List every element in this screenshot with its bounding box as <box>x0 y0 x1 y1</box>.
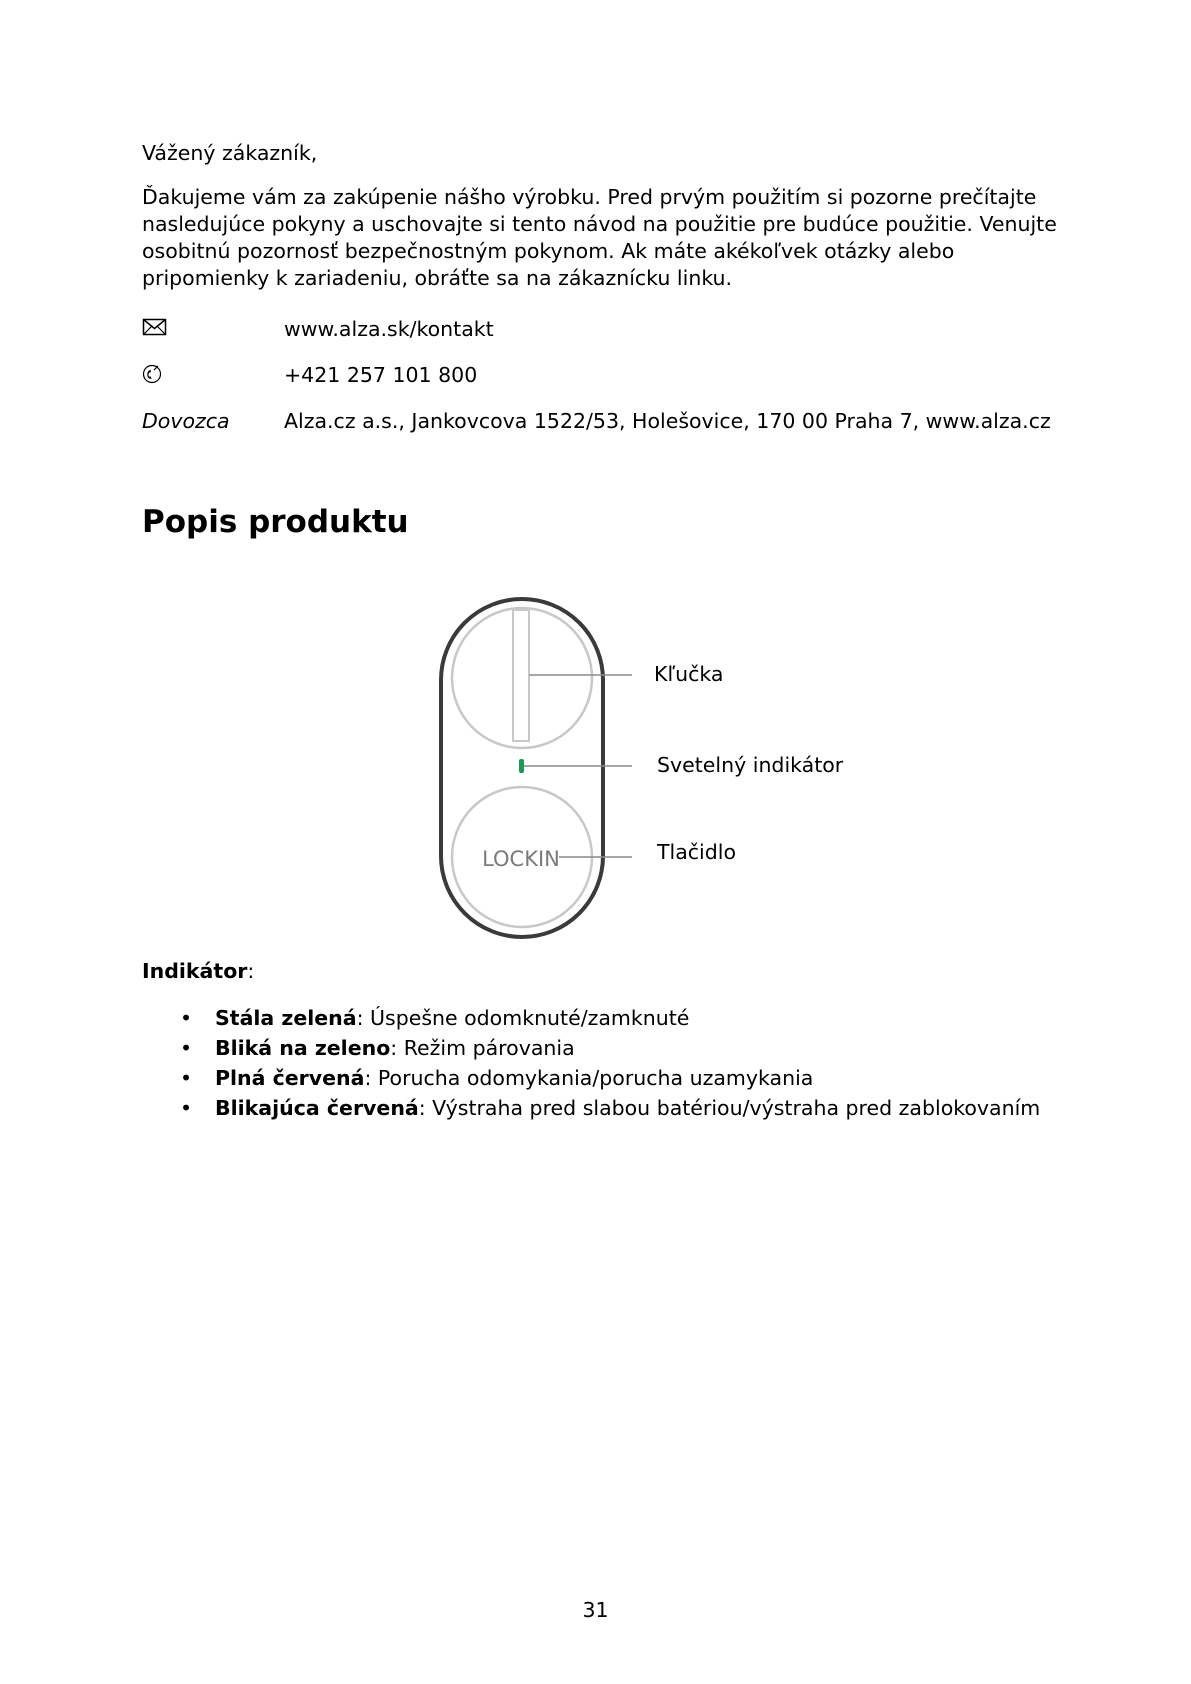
indicator-heading <box>142 958 254 985</box>
list-item-term: Blikajúca červená <box>215 1096 419 1120</box>
bullet-icon: • <box>180 1096 193 1120</box>
list-item <box>142 1095 1040 1125</box>
indicator-heading-colon: : <box>247 959 255 983</box>
page-number: 31 <box>582 1598 609 1622</box>
bullet-icon: • <box>180 1006 193 1030</box>
bullet-icon: • <box>180 1036 193 1060</box>
indicator-heading-text: Indikátor <box>142 959 248 983</box>
led-indicator <box>519 759 524 773</box>
label-handle: Kľučka <box>654 662 724 686</box>
list-item <box>142 1065 1040 1095</box>
contact-web-link[interactable]: www.alza.sk/kontakt <box>284 317 494 341</box>
list-item-desc: : Výstraha pred slabou batériou/výstraha pred zablokovaním <box>418 1096 1041 1120</box>
greeting: Vážený zákazník, <box>142 141 318 165</box>
list-item-term: Plná červená <box>215 1066 365 1090</box>
importer-label: Dovozca <box>142 409 230 433</box>
indicator-list <box>142 1005 1040 1125</box>
lockin-logo: LOCKIN <box>482 847 560 871</box>
list-item-desc: : Režim párovania <box>390 1036 575 1060</box>
section-title: Popis produktu <box>142 504 409 540</box>
contact-phone[interactable]: +421 257 101 800 <box>284 363 478 387</box>
phone-icon <box>142 362 164 391</box>
intro-paragraph <box>142 184 1057 292</box>
intro-line: pripomienky k zariadeniu, obráťte sa na zákaznícku linku. <box>142 266 733 290</box>
list-item <box>142 1035 1040 1065</box>
list-item-term: Stála zelená <box>215 1006 357 1030</box>
envelope-icon <box>142 316 168 345</box>
importer-address: Alza.cz a.s., Jankovcova 1522/53, Holešovice, 170 00 Praha 7, www.alza.cz <box>284 409 1051 433</box>
label-button: Tlačidlo <box>657 840 736 864</box>
intro-line: Ďakujeme vám za zakúpenie nášho výrobku. Pred prvým použitím si pozorne prečítajte <box>142 185 1037 209</box>
intro-line: osobitnú pozornosť bezpečnostným pokynom. Ak máte akékoľvek otázky alebo <box>142 239 955 263</box>
intro-line: nasledujúce pokyny a uschovajte si tento návod na použitie pre budúce použitie. Venujte <box>142 212 1057 236</box>
list-item <box>142 1005 1040 1035</box>
list-item-desc: : Úspešne odomknuté/zamknuté <box>356 1006 690 1030</box>
bullet-icon: • <box>180 1066 193 1090</box>
list-item-desc: : Porucha odomykania/porucha uzamykania <box>364 1066 814 1090</box>
list-item-term: Bliká na zeleno <box>215 1036 391 1060</box>
label-indicator: Svetelný indikátor <box>657 753 844 777</box>
